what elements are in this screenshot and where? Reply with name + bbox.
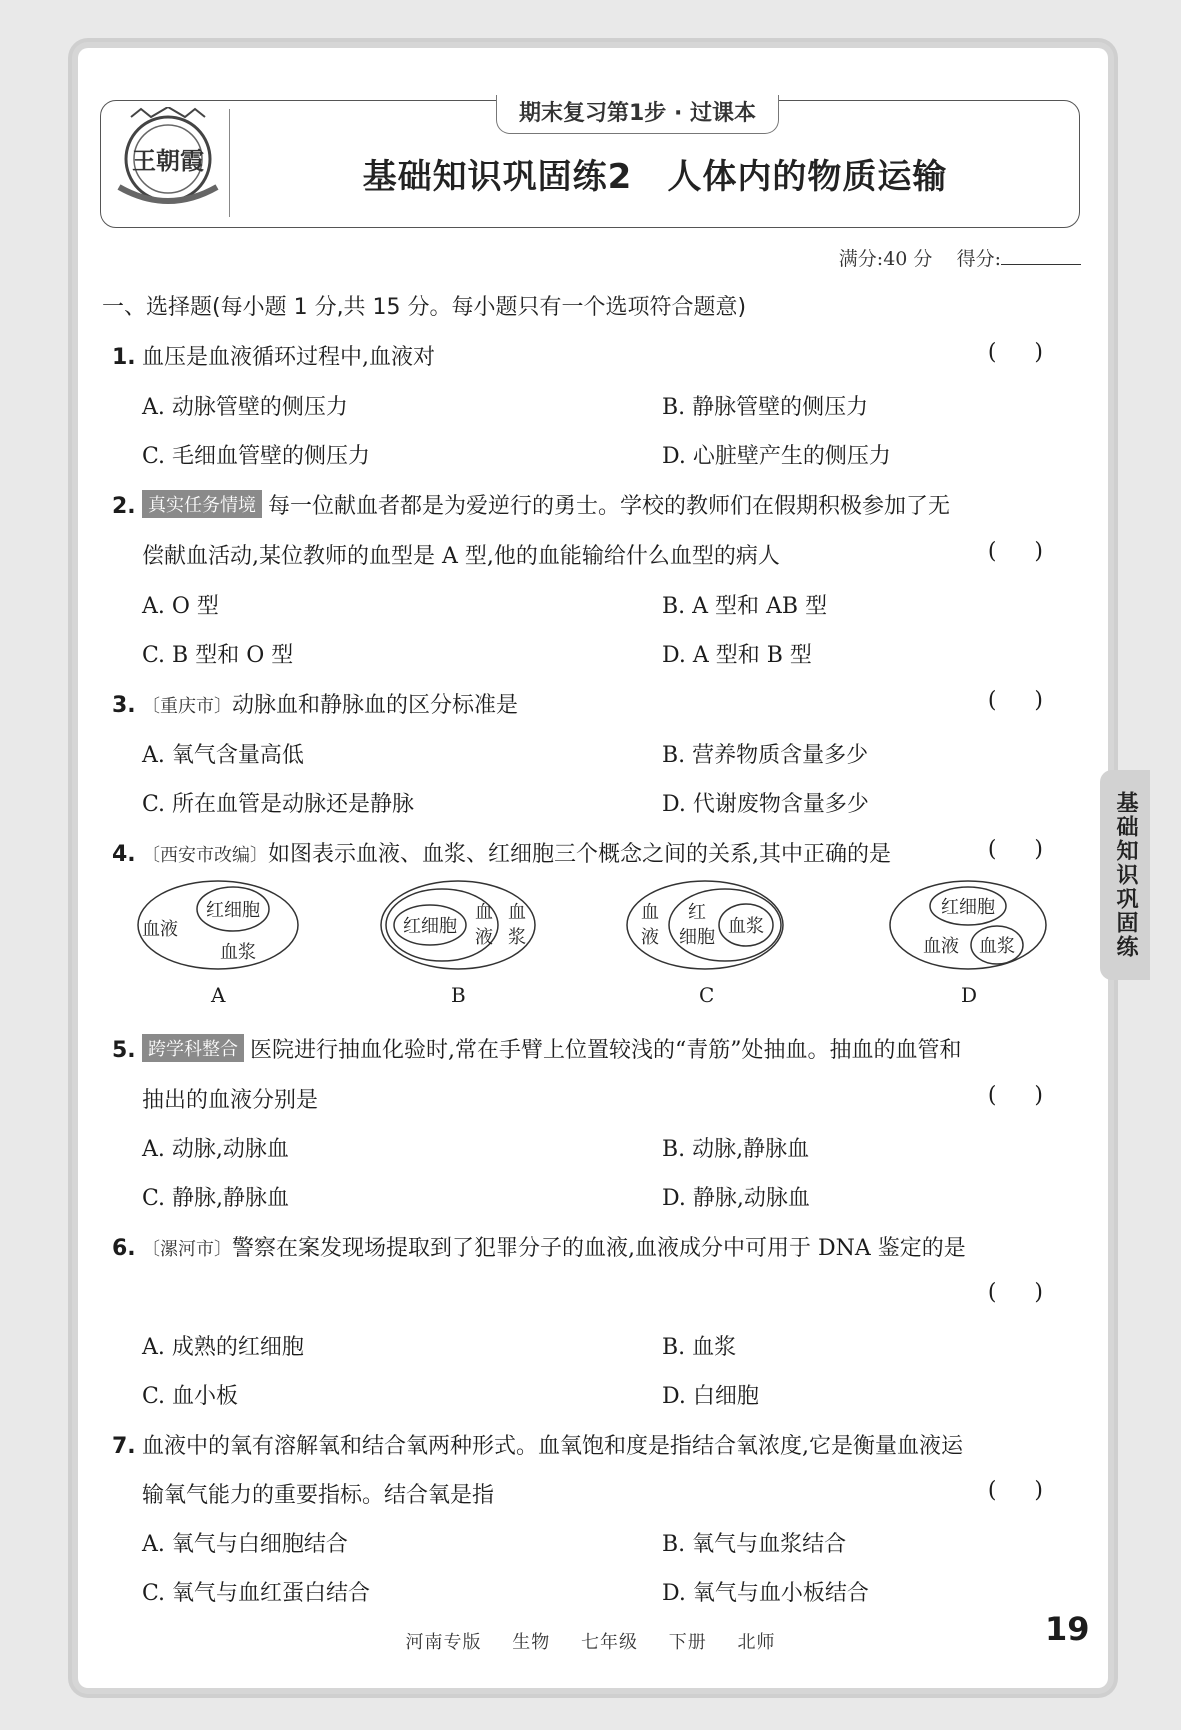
answer-paren[interactable]: () [987,688,1081,713]
footer-subject: 生物 [512,1632,551,1653]
question-6 [112,1231,966,1262]
answer-paren[interactable]: () [987,1478,1081,1503]
question-5 [112,1033,962,1064]
question-text: 如图表示血液、血浆、红细胞三个概念之间的关系,其中正确的是 [268,842,891,867]
question-number: 3. [112,693,136,718]
option-b[interactable]: B. 氧气与血浆结合 [662,1532,847,1557]
score-line [839,244,1081,271]
question-text: 动脉血和静脉血的区分标准是 [232,693,519,718]
question-3 [112,688,518,719]
svg-text:血浆: 血浆 [979,936,1015,957]
svg-text:王朝霞: 王朝霞 [132,146,204,175]
question-number: 6. [112,1236,136,1261]
page-number: 19 [1045,1610,1090,1648]
diagram-label-b: B [451,983,466,1007]
question-badge: 跨学科整合 [142,1034,244,1062]
svg-text:红细胞: 红细胞 [206,900,260,921]
question-1 [112,340,435,371]
svg-text:血: 血 [641,902,659,923]
diagram-label-c: C [699,983,715,1007]
step-tag: 期末复习第1步 · 过课本 [496,95,779,134]
question-source: 〔西安市改编〕 [142,845,268,866]
question-number: 1. [112,345,136,370]
svg-text:血: 血 [508,902,526,923]
option-a[interactable]: A. 成熟的红细胞 [142,1335,304,1360]
question-number: 4. [112,842,136,867]
question-text-line2: 抽出的血液分别是 [142,1088,319,1113]
footer-grade: 七年级 [581,1632,638,1653]
question-text: 血压是血液循环过程中,血液对 [142,345,435,370]
question-text-line2: 输氧气能力的重要指标。结合氧是指 [142,1483,495,1508]
answer-paren[interactable]: () [987,340,1081,365]
diagram-label-a: A [211,983,226,1007]
svg-text:浆: 浆 [508,927,526,948]
option-d[interactable]: D. 代谢废物含量多少 [662,792,869,817]
svg-text:红细胞: 红细胞 [403,916,457,937]
logo [111,107,226,219]
diagram-d[interactable] [890,881,1046,969]
svg-text:血: 血 [475,902,493,923]
option-a[interactable]: A. 氧气含量高低 [142,743,304,768]
question-number: 2. [112,494,136,519]
question-text: 每一位献血者都是为爱逆行的勇士。学校的教师们在假期积极参加了无 [268,494,951,519]
svg-text:液: 液 [475,927,493,948]
option-c[interactable]: C. 静脉,静脉血 [142,1186,290,1211]
answer-paren[interactable]: () [987,837,1081,862]
option-d[interactable]: D. 静脉,动脉血 [662,1186,810,1211]
header-box [100,100,1080,228]
option-d[interactable]: D. A 型和 B 型 [662,643,812,668]
question-text: 警察在案发现场提取到了犯罪分子的血液,血液成分中可用于 DNA 鉴定的是 [232,1236,966,1261]
option-c[interactable]: C. 氧气与血红蛋白结合 [142,1581,371,1606]
svg-text:液: 液 [641,927,659,948]
svg-text:红: 红 [688,902,706,923]
option-b[interactable]: B. 血浆 [662,1335,737,1360]
answer-paren[interactable]: () [987,539,1081,564]
svg-text:血浆: 血浆 [220,942,256,963]
svg-text:血液: 血液 [142,919,178,940]
option-b[interactable]: B. 静脉管壁的侧压力 [662,395,869,420]
option-d[interactable]: D. 氧气与血小板结合 [662,1581,869,1606]
page-title: 基础知识巩固练2 人体内的物质运输 [362,157,948,197]
section-heading: 一、选择题(每小题 1 分,共 15 分。每小题只有一个选项符合题意) [102,295,747,320]
full-score: 满分:40 分 [838,248,933,270]
footer-edition: 河南专版 [405,1632,482,1653]
option-b[interactable]: B. 营养物质含量多少 [662,743,869,768]
footer-volume: 下册 [668,1632,707,1653]
side-tab[interactable]: 基础知识巩固练 [1100,770,1150,980]
footer-publisher: 北师 [737,1632,776,1653]
question-7 [112,1429,963,1460]
got-score-label: 得分: [956,248,1001,270]
diagram-c[interactable] [627,881,783,969]
diagram-label-d: D [961,983,978,1007]
question-text: 血液中的氧有溶解氧和结合氧两种形式。血氧饱和度是指结合氧浓度,它是衡量血液运 [142,1434,963,1459]
answer-paren[interactable]: () [987,1280,1081,1305]
score-blank[interactable] [1001,264,1081,265]
question-number: 7. [112,1434,136,1459]
question-2 [112,489,950,520]
option-c[interactable]: C. B 型和 O 型 [142,643,294,668]
svg-text:血液: 血液 [923,936,959,957]
option-a[interactable]: A. 动脉管壁的侧压力 [142,395,348,420]
option-b[interactable]: B. 动脉,静脉血 [662,1137,810,1162]
question-text-line2: 偿献血活动,某位教师的血型是 A 型,他的血能输给什么血型的病人 [142,544,780,569]
svg-text:细胞: 细胞 [679,927,715,948]
diagram-a[interactable] [138,881,298,969]
option-c[interactable]: C. 毛细血管壁的侧压力 [142,444,371,469]
option-a[interactable]: A. 氧气与白细胞结合 [142,1532,348,1557]
footer [0,1628,1181,1654]
concept-diagrams [130,875,1060,1010]
question-badge: 真实任务情境 [142,490,262,518]
question-source: 〔重庆市〕 [142,696,232,717]
logo-separator [229,109,230,217]
question-text: 医院进行抽血化验时,常在手臂上位置较浅的“青筋”处抽血。抽血的血管和 [250,1038,962,1063]
svg-text:血浆: 血浆 [728,916,764,937]
option-d[interactable]: D. 白细胞 [662,1384,759,1409]
svg-text:红细胞: 红细胞 [941,897,995,918]
option-a[interactable]: A. O 型 [142,594,219,619]
option-d[interactable]: D. 心脏壁产生的侧压力 [662,444,891,469]
option-c[interactable]: C. 血小板 [142,1384,239,1409]
question-number: 5. [112,1038,136,1063]
answer-paren[interactable]: () [987,1083,1081,1108]
question-4 [112,837,891,868]
option-b[interactable]: B. A 型和 AB 型 [662,594,828,619]
option-a[interactable]: A. 动脉,动脉血 [142,1137,289,1162]
diagram-b[interactable] [381,881,535,969]
option-c[interactable]: C. 所在血管是动脉还是静脉 [142,792,415,817]
question-source: 〔漯河市〕 [142,1239,232,1260]
